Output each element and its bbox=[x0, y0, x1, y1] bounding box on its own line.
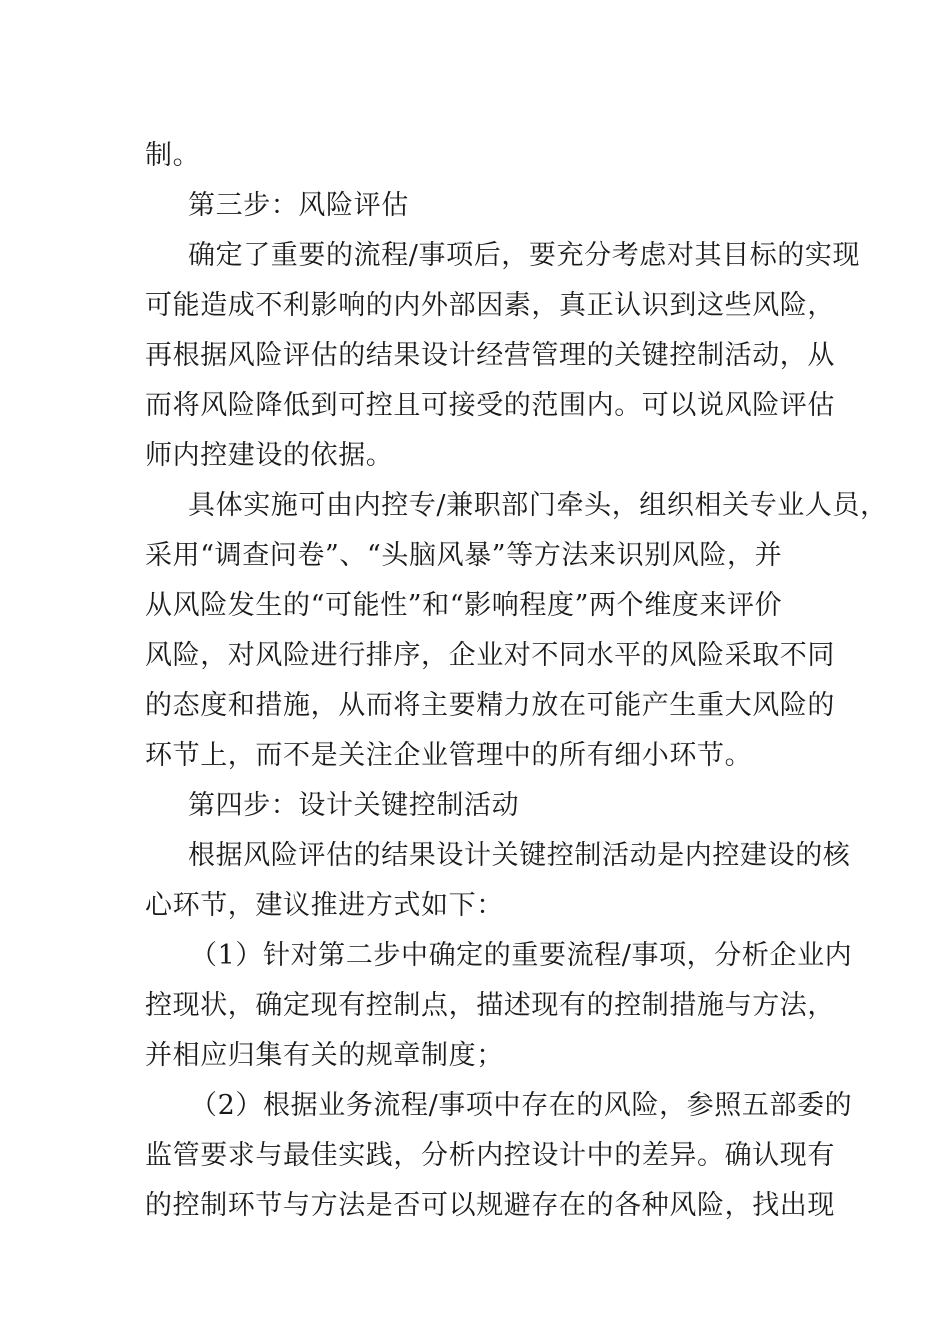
section-heading-step3: 第三步：风险评估 bbox=[188, 190, 409, 221]
list-item-line: 并相应归集有关的规章制度； bbox=[145, 1040, 504, 1071]
paragraph-line: 确定了重要的流程/事项后，要充分考虑对其目标的实现 bbox=[188, 240, 861, 271]
paragraph-line: 可能造成不利影响的内外部因素，真正认识到这些风险， bbox=[145, 290, 835, 321]
list-item-line: 控现状，确定现有控制点，描述现有的控制措施与方法， bbox=[145, 990, 835, 1021]
list-item-line: 的控制环节与方法是否可以规避存在的各种风险，找出现 bbox=[145, 1190, 835, 1221]
section-heading-step4: 第四步：设计关键控制活动 bbox=[188, 790, 520, 821]
paragraph-line: 采用“调查问卷”、“头脑风暴”等方法来识别风险，并 bbox=[145, 540, 783, 571]
list-item-line: （1）针对第二步中确定的重要流程/事项，分析企业内 bbox=[190, 940, 853, 971]
paragraph-line: 师内控建设的依据。 bbox=[145, 440, 394, 471]
paragraph-line: 环节上，而不是关注企业管理中的所有细小环节。 bbox=[145, 740, 753, 771]
paragraph-line: 的态度和措施，从而将主要精力放在可能产生重大风险的 bbox=[145, 690, 835, 721]
paragraph-line: 具体实施可由内控专/兼职部门牵头，组织相关专业人员， bbox=[188, 490, 888, 521]
paragraph-line: 根据风险评估的结果设计关键控制活动是内控建设的核 bbox=[188, 840, 851, 871]
paragraph-line: 心环节，建议推进方式如下： bbox=[145, 890, 504, 921]
text-line-continuation: 制。 bbox=[145, 140, 201, 171]
paragraph-line: 而将风险降低到可控且可接受的范围内。可以说风险评估 bbox=[145, 390, 835, 421]
paragraph-line: 从风险发生的“可能性”和“影响程度”两个维度来评价 bbox=[145, 590, 783, 621]
list-item-line: 监管要求与最佳实践，分析内控设计中的差异。确认现有 bbox=[145, 1140, 835, 1171]
list-item-line: （2）根据业务流程/事项中存在的风险，参照五部委的 bbox=[190, 1090, 853, 1121]
paragraph-line: 风险，对风险进行排序，企业对不同水平的风险采取不同 bbox=[145, 640, 835, 671]
paragraph-line: 再根据风险评估的结果设计经营管理的关键控制活动，从 bbox=[145, 340, 835, 371]
